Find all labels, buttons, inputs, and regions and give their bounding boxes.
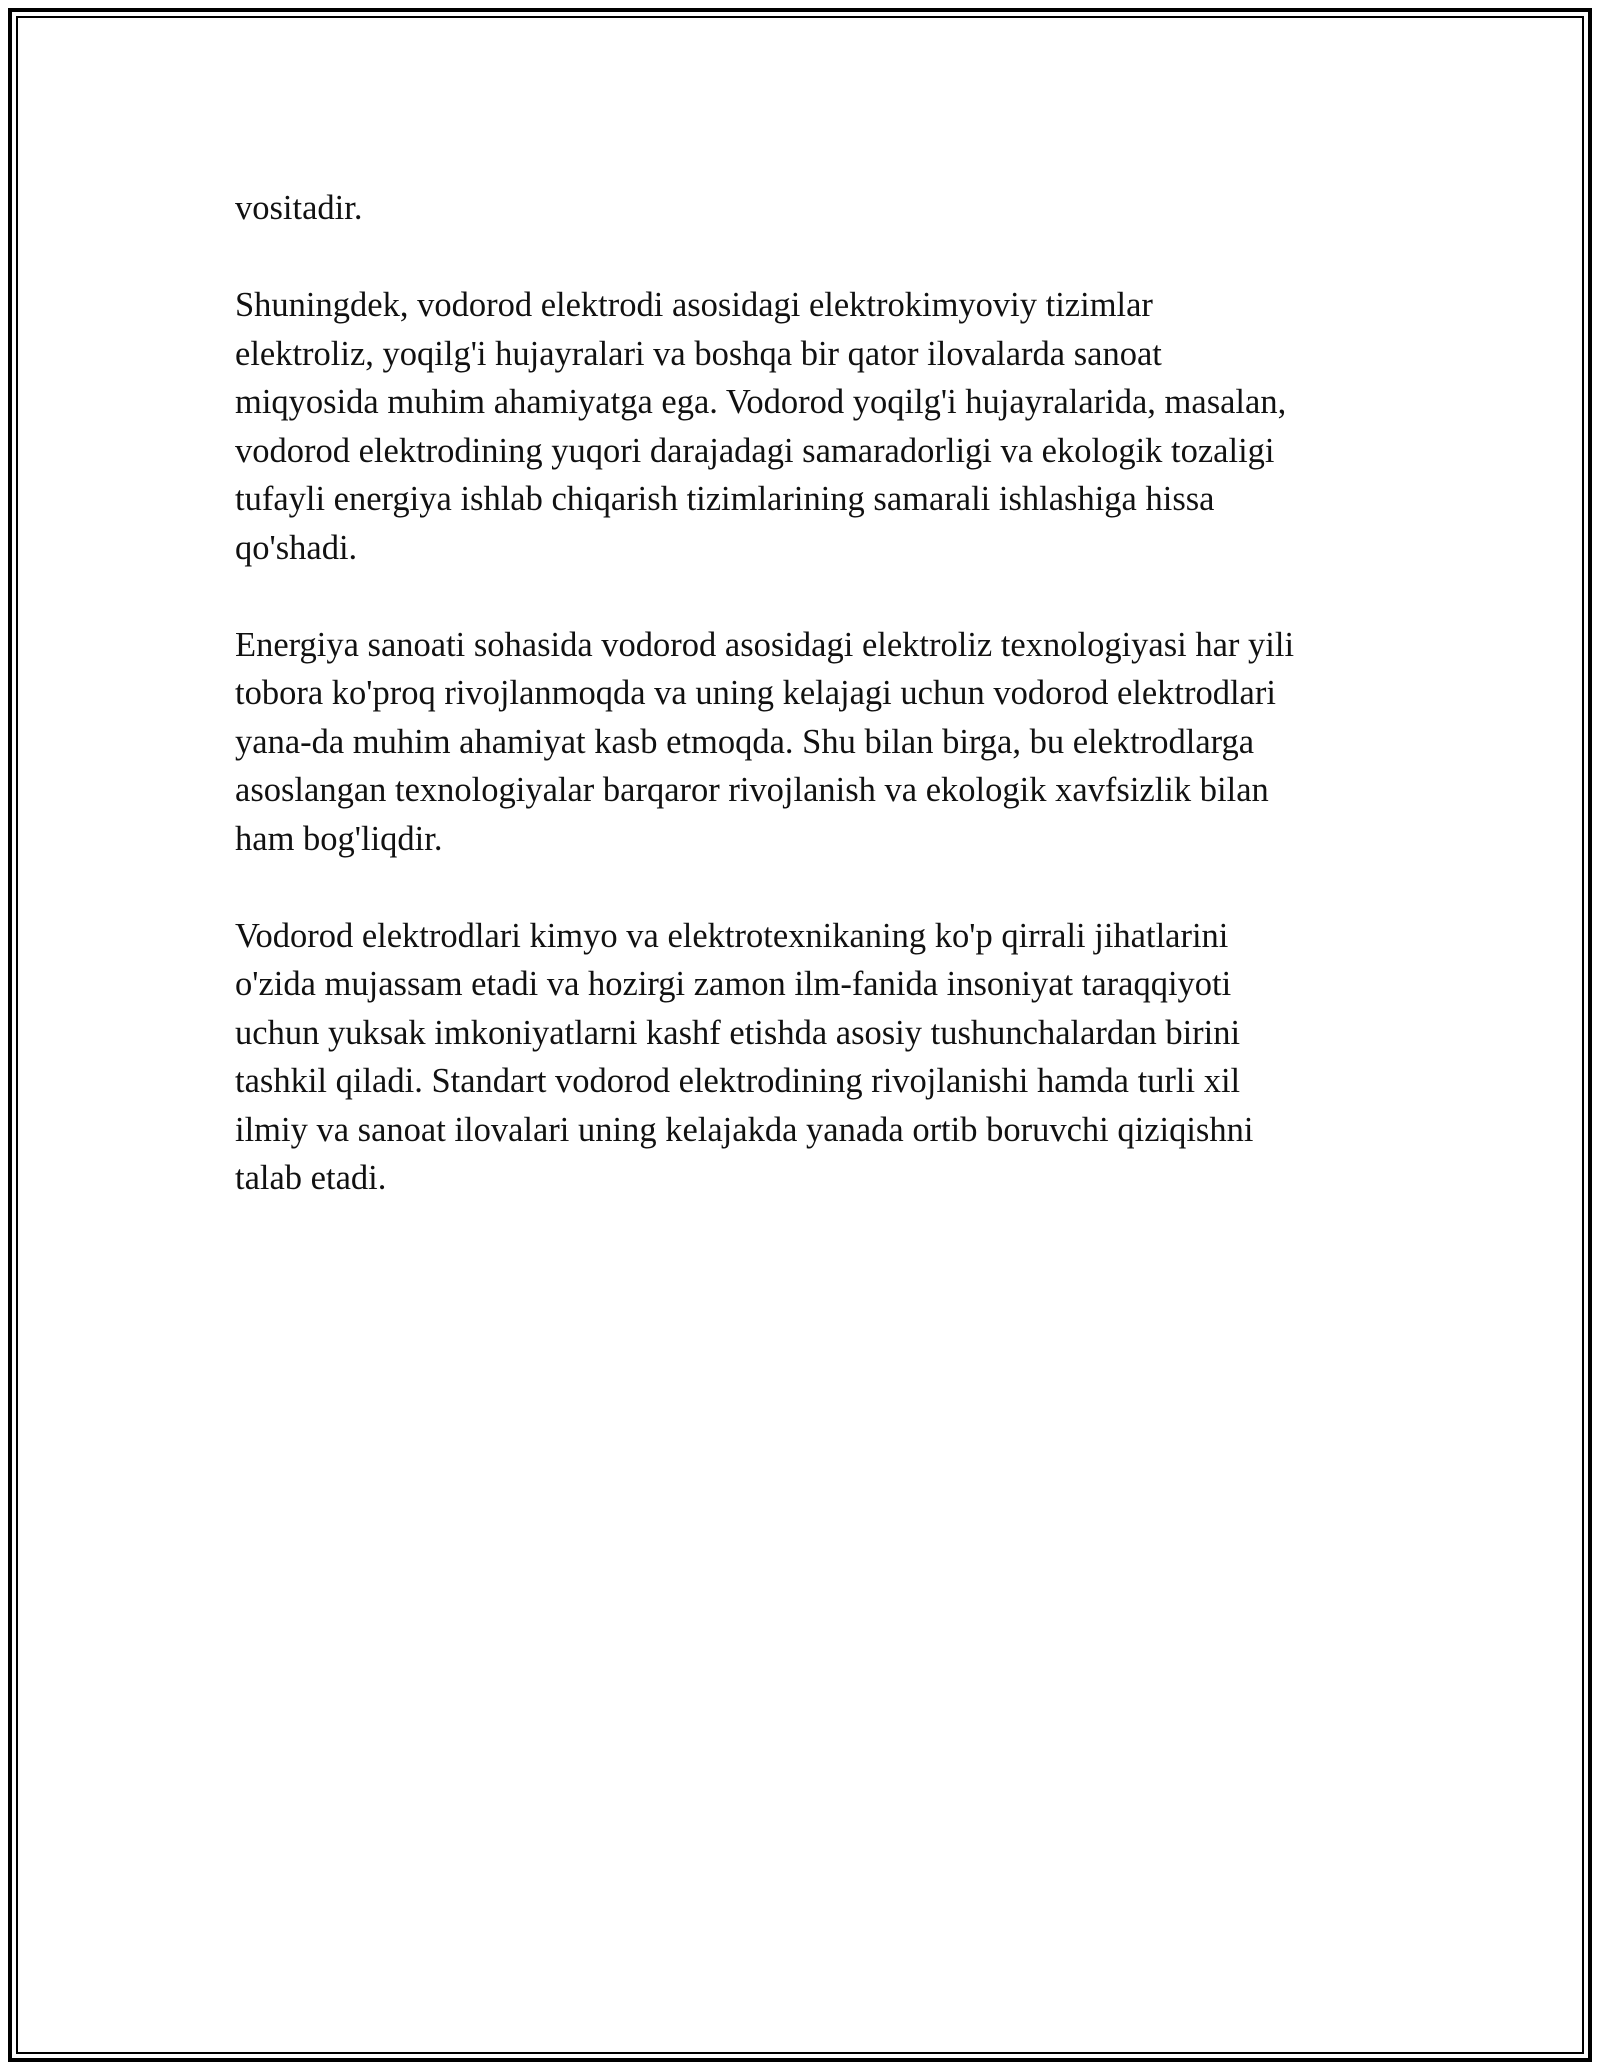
text-line: qo'shadi. — [235, 528, 358, 567]
text-line: elektroliz, yoqilg'i hujayralari va boshqa bir qator ilovalarda sanoat — [235, 334, 1162, 373]
text-line: talab etadi. — [235, 1159, 387, 1197]
paragraph-2 — [235, 281, 1375, 572]
document-body — [235, 184, 1375, 1251]
text-line: tashkil qiladi. Standart vodorod elektrodining rivojlanishi hamda turli xil — [235, 1062, 1241, 1100]
text-line: tufayli energiya ishlab chiqarish tizimlarining samarali ishlashiga hissa — [235, 480, 1215, 518]
paragraph-1 — [235, 184, 1375, 233]
text-line: tobora ko'proq rivojlanmoqda va uning kelajagi uchun vodorod elektrodlari — [235, 674, 1276, 712]
text-line: asoslangan texnologiyalar barqaror rivojlanish va ekologik xavfsizlik bilan — [235, 771, 1269, 809]
text-line: Vodorod elektrodlari kimyo va elektrotexnikaning ko'p qirrali jihatlarini — [235, 916, 1229, 955]
paragraph-4 — [235, 912, 1375, 1203]
paragraph-3 — [235, 621, 1375, 864]
text-line: vodorod elektrodining yuqori darajadagi samaradorligi va ekologik tozaligi — [235, 431, 1275, 470]
text-line: vositadir. — [235, 189, 363, 227]
text-line: ham bog'liqdir. — [235, 819, 443, 858]
text-line: miqyosida muhim ahamiyatga ega. Vodorod yoqilg'i hujayralarida, masalan, — [235, 383, 1287, 421]
text-line: ilmiy va sanoat ilovalari uning kelajakda yanada ortib boruvchi qiziqishni — [235, 1110, 1254, 1149]
text-line: Shuningdek, vodorod elektrodi asosidagi elektrokimyoviy tizimlar — [235, 286, 1153, 324]
text-line: o'zida mujassam etadi va hozirgi zamon ilm-fanida insoniyat taraqqiyoti — [235, 965, 1232, 1003]
text-line: yana-da muhim ahamiyat kasb etmoqda. Shu bilan birga, bu elektrodlarga — [235, 722, 1255, 761]
text-line: Energiya sanoati sohasida vodorod asosidagi elektroliz texnologiyasi har yili — [235, 625, 1295, 664]
text-line: uchun yuksak imkoniyatlarni kashf etishda asosiy tushunchalardan birini — [235, 1013, 1241, 1052]
